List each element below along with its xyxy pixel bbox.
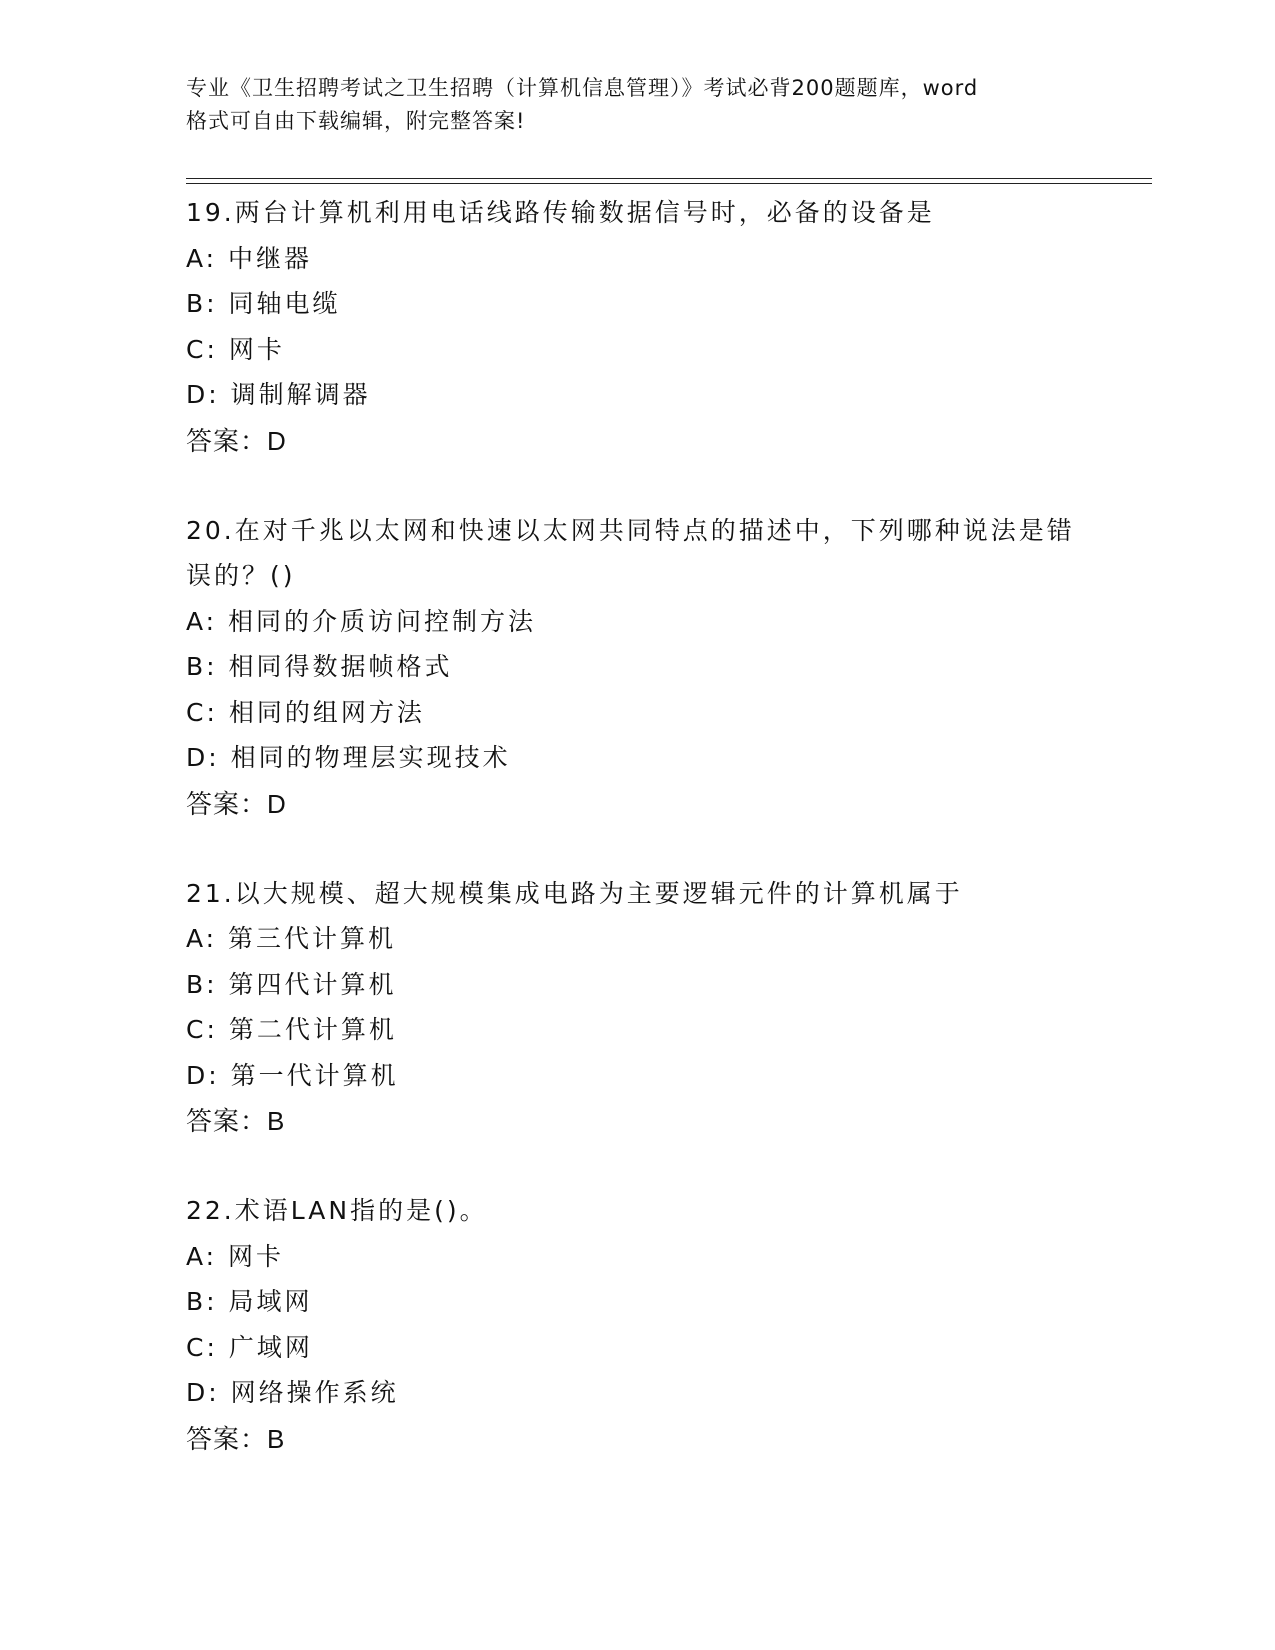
option-c: C: 网卡: [186, 334, 285, 364]
question-list: [186, 190, 1086, 1506]
option-c: C: 相同的组网方法: [186, 697, 425, 727]
question-stem: 21.以大规模、超大规模集成电路为主要逻辑元件的计算机属于: [186, 878, 963, 908]
option-c: C: 广域网: [186, 1332, 313, 1362]
option-b: B: 同轴电缆: [186, 289, 341, 318]
option-a: A: 中继器: [186, 243, 313, 273]
option-c: C: 第二代计算机: [186, 1015, 397, 1044]
option-b: B: 相同得数据帧格式: [186, 652, 453, 681]
option-a: A: 相同的介质访问控制方法: [186, 606, 537, 636]
option-b: B: 第四代计算机: [186, 969, 397, 999]
option-a: A: 第三代计算机: [186, 924, 397, 953]
answer-line: 答案：D: [186, 788, 287, 819]
answer-line: 答案：B: [186, 1106, 286, 1136]
question-block: [186, 508, 1086, 827]
option-d: D: 网络操作系统: [186, 1378, 399, 1407]
header-line-2: 格式可自由下载编辑，附完整答案!: [186, 109, 526, 133]
option-b: B: 局域网: [186, 1287, 313, 1316]
header-divider-bottom: [186, 183, 1152, 184]
answer-line: 答案：D: [186, 425, 287, 456]
answer-line: 答案：B: [186, 1423, 286, 1454]
option-d: D: 调制解调器: [186, 380, 371, 409]
option-d: D: 相同的物理层实现技术: [186, 743, 511, 772]
option-d: D: 第一代计算机: [186, 1060, 399, 1090]
question-stem: 19.两台计算机利用电话线路传输数据信号时，必备的设备是: [186, 198, 935, 227]
question-stem: 22.术语LAN指的是()。: [186, 1196, 488, 1225]
question-stem: 20.在对千兆以太网和快速以太网共同特点的描述中，下列哪种说法是错误的？(): [186, 515, 1075, 590]
question-block: [186, 1188, 1086, 1462]
question-block: [186, 190, 1086, 464]
question-block: [186, 871, 1086, 1145]
document-header: [186, 72, 1086, 138]
header-divider-top: [186, 178, 1152, 179]
header-line-1: 专业《卫生招聘考试之卫生招聘（计算机信息管理）》考试必背200题题库，word: [186, 76, 979, 100]
option-a: A: 网卡: [186, 1241, 285, 1271]
